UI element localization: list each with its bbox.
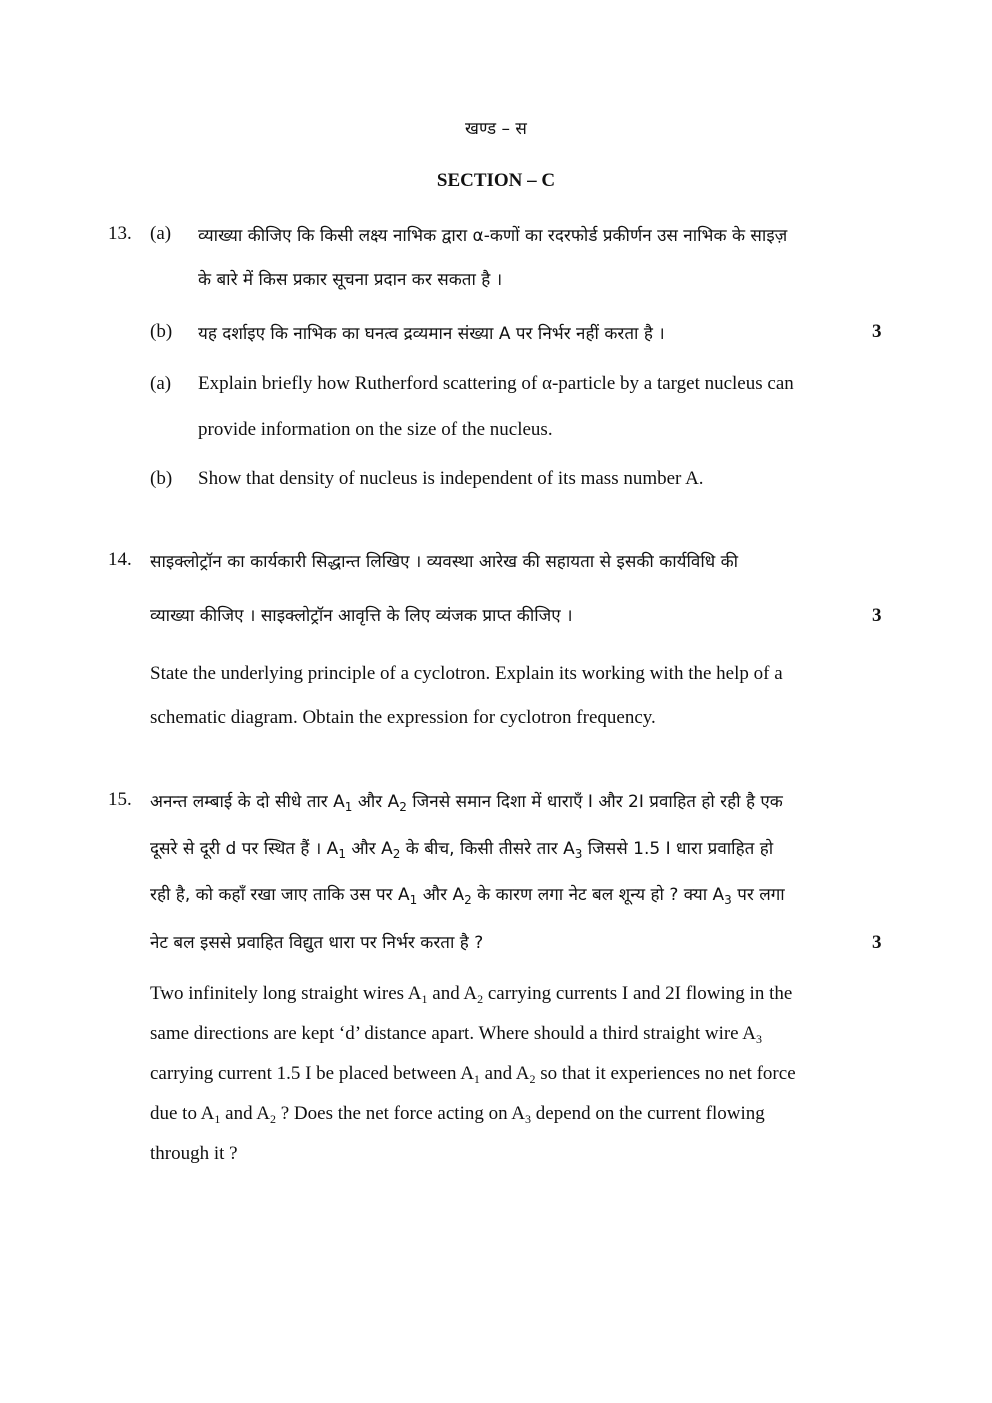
q14-hindi-line2: व्याख्या कीजिए । साइक्लोट्रॉन आवृत्ति के लिए व्यंजक प्राप्त कीजिए । <box>150 606 573 626</box>
q14-hindi-line1: साइक्लोट्रॉन का कार्यकारी सिद्धान्त लिखिए । व्यवस्था आरेख की सहायता से इसकी कार्यविधि की <box>150 552 739 572</box>
part-label: (b) <box>150 321 173 342</box>
q15-hindi-line1: अनन्त लम्बाई के दो सीधे तार $A_1$ और $A_2$ जिनसे समान दिशा में धाराएँ I और 2I प्रवाहित हो रही है एक <box>150 792 783 814</box>
q14-english-line2: schematic diagram. Obtain the expression for cyclotron frequency. <box>150 707 656 728</box>
q13a-english-line2: provide information on the size of the nucleus. <box>198 419 553 440</box>
part-label: (b) <box>150 468 173 489</box>
q13a-english-line1: Explain briefly how Rutherford scattering of α-particle by a target nucleus can <box>198 373 794 394</box>
q15-english-line2: same directions are kept ‘d’ distance apart. Where should a third straight wire $A_3$ <box>150 1023 763 1046</box>
marks: 3 <box>872 605 882 626</box>
question-number: 15. <box>108 789 132 810</box>
q15-hindi-line4: नेट बल इससे प्रवाहित विद्युत धारा पर निर्भर करता है ? <box>150 933 484 953</box>
section-title-hindi: खण्ड – स <box>465 119 527 139</box>
q13b-english-line1: Show that density of nucleus is independent of its mass number A. <box>198 468 704 489</box>
marks: 3 <box>872 321 882 342</box>
q15-english-line5: through it ? <box>150 1143 238 1164</box>
q13a-hindi-line1: व्याख्या कीजिए कि किसी लक्ष्य नाभिक द्वारा α-कणों का रदरफोर्ड प्रकीर्णन उस नाभिक के साइज़ <box>198 226 788 246</box>
q13b-hindi-line1: यह दर्शाइए कि नाभिक का घनत्व द्रव्यमान संख्या A पर निर्भर नहीं करता है । <box>198 324 665 344</box>
part-label: (a) <box>150 223 172 244</box>
q13a-hindi-line2: के बारे में किस प्रकार सूचना प्रदान कर सकता है । <box>198 270 503 290</box>
marks: 3 <box>872 932 882 953</box>
q15-hindi-line2: दूसरे से दूरी d पर स्थित हैं । $A_1$ और $A_2$ के बीच, किसी तीसरे तार $A_3$ जिससे 1.5 I धारा प्रवाहित हो <box>150 839 774 861</box>
q15-hindi-line3: रही है, को कहाँ रखा जाए ताकि उस पर $A_1$ और $A_2$ के कारण लगा नेट बल शून्य हो ? क्या $A_3$ पर लगा <box>150 885 785 907</box>
section-title-english: SECTION – C <box>436 170 556 191</box>
q15-english-line4: due to $A_1$ and $A_2$ ? Does the net force acting on $A_3$ depend on the current flowing <box>150 1103 765 1126</box>
question-number: 14. <box>108 549 132 570</box>
q15-english-line3: carrying current 1.5 I be placed between $A_1$ and $A_2$ so that it experiences no net force <box>150 1063 796 1086</box>
part-label: (a) <box>150 373 172 394</box>
question-number: 13. <box>108 223 132 244</box>
q14-english-line1: State the underlying principle of a cyclotron. Explain its working with the help of a <box>150 663 783 684</box>
q15-english-line1: Two infinitely long straight wires $A_1$ and $A_2$ carrying currents I and 2I flowing in the <box>150 983 793 1006</box>
